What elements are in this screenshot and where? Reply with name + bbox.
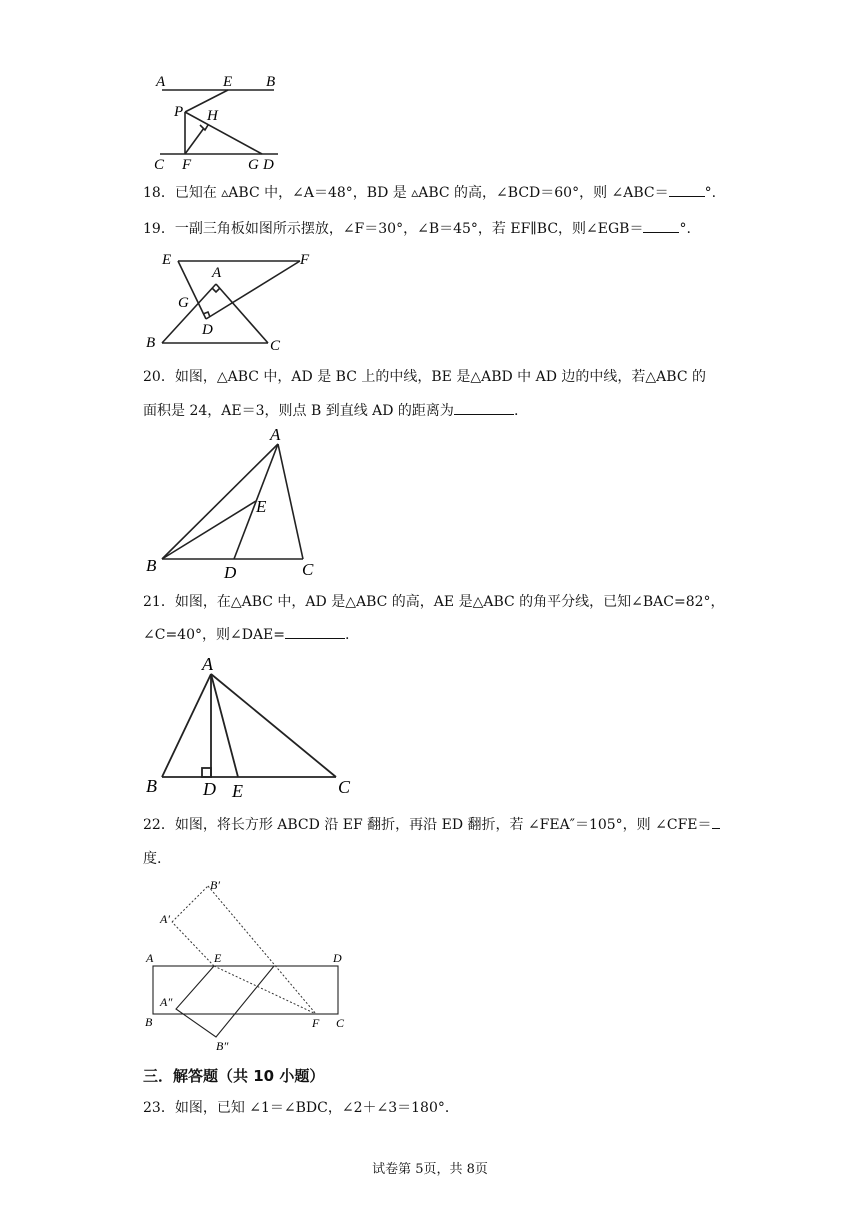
figure-19 xyxy=(142,248,322,356)
label-C: C xyxy=(302,560,314,579)
label-A: A xyxy=(156,74,166,90)
question-end: . xyxy=(345,627,350,643)
question-number: 23． xyxy=(143,1100,175,1116)
figure-21 xyxy=(142,652,357,802)
question-21-line2 xyxy=(143,625,349,645)
figure-17 xyxy=(150,70,290,175)
label-A: A xyxy=(202,654,213,674)
label-D: D xyxy=(333,951,342,965)
label-B: B xyxy=(146,776,157,796)
answer-blank xyxy=(712,828,720,829)
label-A: A xyxy=(146,951,154,965)
label-A-double-prime: A″ xyxy=(160,995,173,1009)
label-G: G xyxy=(248,157,259,173)
question-number: 19． xyxy=(143,221,175,237)
question-18 xyxy=(143,183,716,203)
label-D: D xyxy=(202,322,213,338)
question-20-line2 xyxy=(143,401,518,421)
page-footer: 试卷第 5页，共 8页 xyxy=(372,1162,488,1177)
label-C: C xyxy=(270,338,281,354)
question-20 xyxy=(143,367,706,387)
label-B: B xyxy=(146,556,157,575)
label-C: C xyxy=(336,1016,345,1030)
label-P: P xyxy=(174,104,184,120)
question-number: 18． xyxy=(143,185,175,201)
answer-blank xyxy=(643,232,679,233)
label-E: E xyxy=(162,252,172,268)
label-H: H xyxy=(207,108,218,124)
label-F: F xyxy=(182,157,192,173)
question-text-line1: 如图，将长方形 ABCD 沿 EF 翻折，再沿 ED 翻折，若 ∠FEA″＝105°，则 ∠CFE＝ xyxy=(174,817,712,833)
figure-20 xyxy=(142,426,332,581)
question-22 xyxy=(143,815,720,835)
label-E: E xyxy=(232,781,243,801)
question-text: 已知在 ▵ABC 中，∠A＝48°，BD 是 ▵ABC 的高，∠BCD＝60°，则 ∠ABC＝ xyxy=(174,185,669,201)
label-E: E xyxy=(256,497,267,516)
question-number: 20． xyxy=(143,369,175,385)
label-D: D xyxy=(224,563,237,581)
question-number: 22． xyxy=(143,817,175,833)
question-end: . xyxy=(513,403,519,419)
label-F: F xyxy=(312,1016,320,1030)
label-A-prime: A′ xyxy=(160,912,170,926)
answer-blank xyxy=(285,638,345,639)
question-22-line2 xyxy=(143,849,161,869)
question-text-line2: 度. xyxy=(143,851,162,867)
label-B: B xyxy=(146,335,156,351)
label-B-double-prime: B″ xyxy=(216,1039,229,1053)
question-text: 一副三角板如图所示摆放，∠F＝30°，∠B＝45°，若 EF∥BC，则∠EGB＝ xyxy=(174,221,644,237)
label-G: G xyxy=(178,295,189,311)
label-A: A xyxy=(270,426,281,444)
question-end: °. xyxy=(704,185,717,201)
label-B: B xyxy=(266,74,276,90)
question-23 xyxy=(143,1098,459,1118)
question-number: 21． xyxy=(143,594,175,610)
section-heading: 三．解答题（共 10 小题） xyxy=(143,1067,325,1085)
question-text-line1: 如图，△ABC 中，AD 是 BC 上的中线，BE 是△ABD 中 AD 边的中线，若△ABC 的 xyxy=(174,369,706,385)
label-D: D xyxy=(263,157,274,173)
label-F: F xyxy=(300,252,310,268)
label-C: C xyxy=(154,157,165,173)
figure-22 xyxy=(140,876,365,1054)
label-C: C xyxy=(338,777,351,797)
label-E: E xyxy=(223,74,233,90)
question-text-line1: 如图，在△ABC 中，AD 是△ABC 的高，AE 是△ABC 的角平分线，已知∠BAC=82°， xyxy=(174,594,725,610)
question-text-line2: ∠C=40°，则∠DAE= xyxy=(143,627,286,643)
question-21 xyxy=(143,592,725,612)
answer-blank xyxy=(454,414,514,415)
question-end: °. xyxy=(679,221,691,237)
label-E: E xyxy=(214,951,222,965)
question-19 xyxy=(143,219,691,239)
question-text-line2: 面积是 24，AE＝3，则点 B 到直线 AD 的距离为 xyxy=(143,403,454,419)
question-text: 如图，已知 ∠1＝∠BDC，∠2＋∠3＝180°． xyxy=(174,1100,459,1116)
label-A: A xyxy=(212,265,222,281)
label-B-prime: B′ xyxy=(210,878,220,892)
label-B: B xyxy=(145,1015,153,1029)
label-D: D xyxy=(203,779,216,799)
answer-blank xyxy=(669,196,705,197)
